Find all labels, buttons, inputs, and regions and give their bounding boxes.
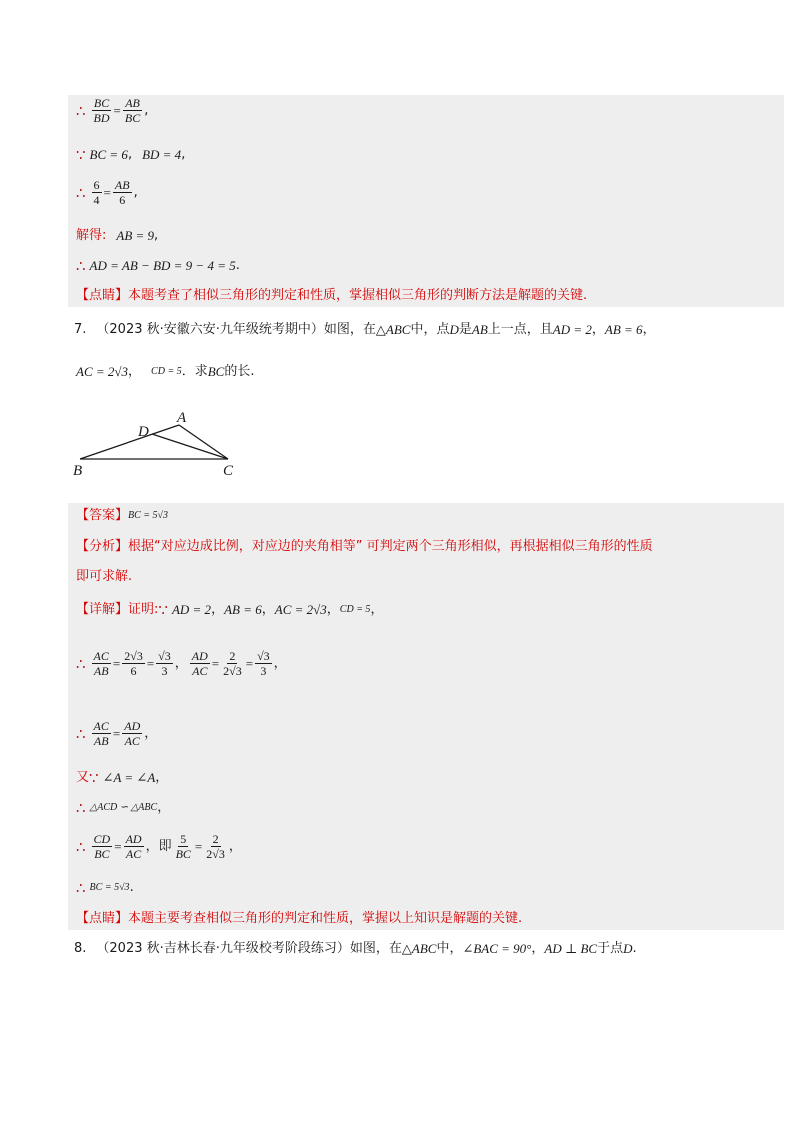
- answer-line: 【答案】 BC = 5√3: [76, 508, 169, 523]
- prev-line-1: ∴ $\frac{BC}{BD}$ = $\frac{AB}{BC}$ ,: [76, 96, 149, 125]
- prev-comment: 【点睛】 本题考查了相似三角形的判定和性质，掌握相似三角形的判断方法是解题的关键.: [76, 288, 588, 303]
- detail-tag: 【详解】: [76, 602, 129, 617]
- fraction: $\frac{BC}{BD}$: [93, 96, 110, 125]
- segment-AC: [179, 425, 228, 459]
- detail-line-5: ∴ △ACD ∽ △ABC ，: [76, 799, 171, 817]
- detail-line-7: ∴ BC = 5√3 .: [76, 879, 134, 897]
- segment-DC: [152, 434, 228, 459]
- detail-line-2: ∴ $\frac{AC}{AB}$ = $\frac{2√3}{6}$ = $\frac{√3}{3}$ ， $\frac{AD}{AC}$ = $\frac{2}{2√3}$ = $\frac{√3}{3}$ ，: [76, 649, 287, 678]
- answer-comment: 【点睛】 本题主要考查相似三角形的判定和性质，掌握以上知识是解题的关键.: [76, 911, 523, 926]
- label-D: D: [138, 424, 149, 440]
- label-A: A: [177, 410, 187, 426]
- prev-line-4: 解得: AB = 9 ,: [76, 228, 159, 243]
- comment-tag: 【点睛】: [76, 288, 129, 303]
- detail-line-1: 【详解】 证明: ∵ AD = 2 ， AB = 6 ， AC = 2√3 ， CD = 5 ，: [76, 601, 384, 619]
- previous-solution-band: [68, 95, 784, 307]
- question-7-line-1: 7. （2023 秋·安徽六安·九年级统考期中）如图，在 △ABC 中，点 D 是 AB 上一点，且 AD = 2 ， AB = 6 ，: [74, 322, 656, 337]
- analysis-tag: 【分析】: [76, 539, 129, 554]
- detail-line-3: ∴ $\frac{AC}{AB}$ = $\frac{AD}{AC}$ ，: [76, 719, 158, 748]
- detail-line-6: ∴ $\frac{CD}{BC}$ = $\frac{AD}{AC}$ ，即 $\frac{5}{BC}$ = $\frac{2}{2√3}$ ，: [76, 832, 242, 861]
- detail-line-4: 又 ∵ ∠A = ∠A ，: [76, 769, 169, 787]
- analysis-line-1: 【分析】 根据“对应边成比例，对应边的夹角相等” 可判定两个三角形相似，再根据相似三角形的性质: [76, 539, 653, 554]
- answer-tag: 【答案】: [76, 508, 129, 523]
- question-8-line: 8. （2023 秋·吉林长春·九年级校考阶段练习）如图，在 △ABC 中， ∠BAC = 90° ， AD ⊥ BC 于点 D .: [74, 941, 637, 956]
- prev-line-5: ∴ AD = AB − BD = 9 − 4 = 5 .: [76, 257, 240, 275]
- label-C: C: [223, 463, 234, 479]
- comment-tag: 【点睛】: [76, 911, 129, 926]
- segment-BA: [80, 425, 179, 459]
- prev-line-2: ∵ BC = 6 , BD = 4 ,: [76, 146, 186, 164]
- label-B: B: [73, 463, 83, 479]
- fraction: $\frac{AB}{BC}$: [124, 96, 141, 125]
- prev-line-3: ∴ $\frac{6}{4}$ = $\frac{AB}{6}$ ,: [76, 178, 138, 207]
- answer-band: [68, 503, 784, 930]
- triangle-figure: [70, 405, 250, 480]
- question-7-line-2: AC = 2√3 ， CD = 5 ．求 BC 的长.: [76, 364, 255, 379]
- analysis-line-2: 即可求解.: [76, 569, 133, 584]
